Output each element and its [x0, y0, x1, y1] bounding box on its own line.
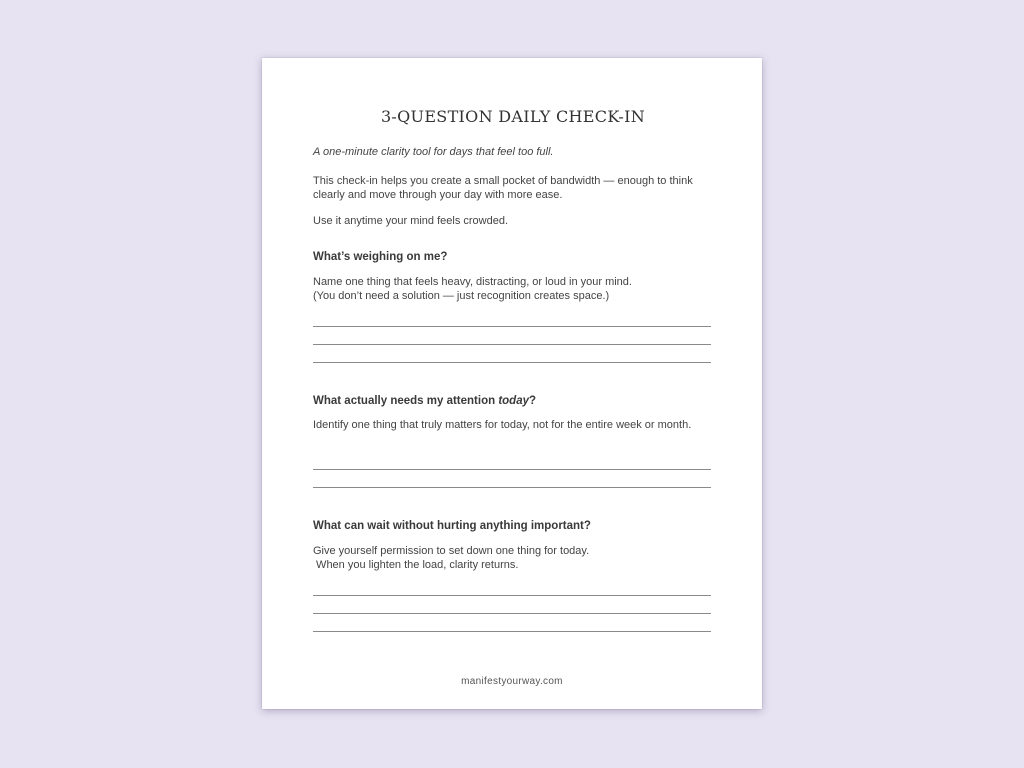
intro-note: Use it anytime your mind feels crowded. [313, 215, 509, 227]
question-3-prompt-line-1: Give yourself permission to set down one thing for today. [313, 545, 590, 557]
question-2-answer-line-1[interactable] [313, 469, 711, 470]
question-1-prompt-line-1: Name one thing that feels heavy, distracting, or loud in your mind. [313, 276, 632, 288]
question-3-answer-line-3[interactable] [313, 631, 711, 632]
question-2-heading-start: What actually needs my attention [313, 395, 499, 407]
tagline: A one-minute clarity tool for days that feel too full. [313, 146, 554, 158]
footer-website: manifestyourway.com [461, 676, 563, 687]
question-1-answer-line-1[interactable] [313, 326, 711, 327]
question-2-prompt: Identify one thing that truly matters for today, not for the entire week or month. [313, 419, 692, 431]
intro-paragraph: This check-in helps you create a small pocket of bandwidth — enough to think clearly and move through your day with more ease. [313, 175, 693, 201]
question-1-prompt [313, 275, 713, 303]
worksheet-page [262, 58, 762, 709]
question-3-prompt [313, 544, 713, 572]
question-3-answer-line-1[interactable] [313, 595, 711, 596]
question-1-prompt-line-2: (You don’t need a solution — just recognition creates space.) [313, 290, 610, 302]
page-title: 3-QUESTION DAILY CHECK-IN [380, 107, 646, 126]
question-3-answer-line-2[interactable] [313, 613, 711, 614]
question-3-heading: What can wait without hurting anything important? [313, 520, 591, 532]
question-2-heading-end: ? [529, 395, 537, 407]
question-2-heading [313, 395, 713, 407]
question-2-answer-line-2[interactable] [313, 487, 711, 488]
question-1-heading: What’s weighing on me? [313, 251, 448, 263]
question-1-answer-line-3[interactable] [313, 362, 711, 363]
question-1-answer-line-2[interactable] [313, 344, 711, 345]
question-3-prompt-line-2: When you lighten the load, clarity returns. [313, 559, 519, 571]
question-2-heading-emphasis: today [498, 395, 529, 407]
